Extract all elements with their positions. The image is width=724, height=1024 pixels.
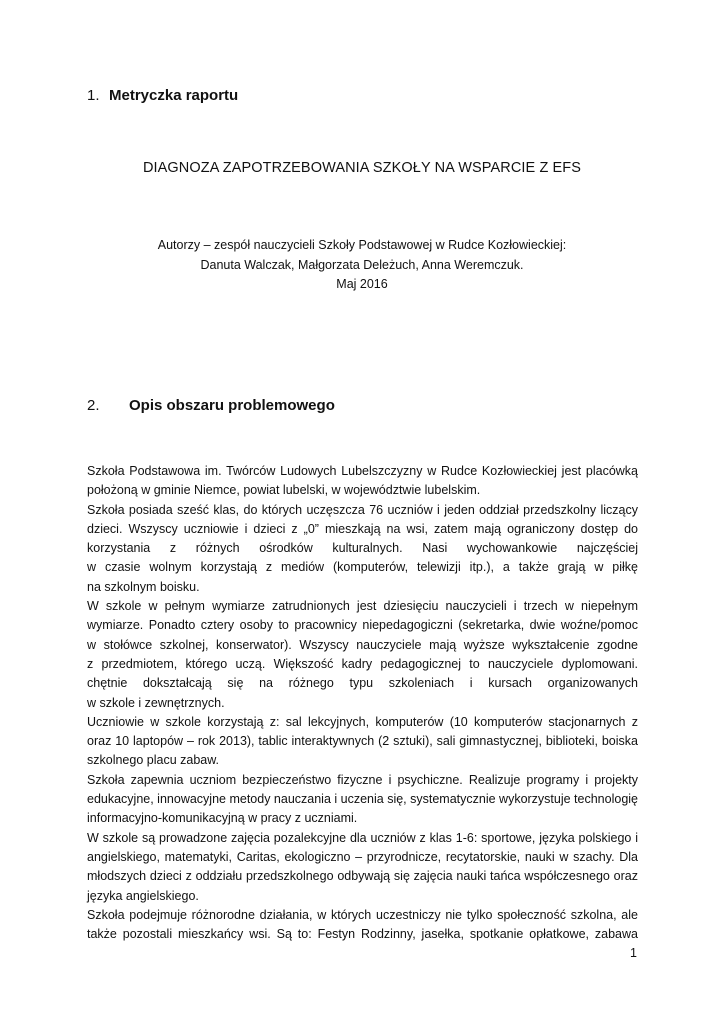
body-line: W szkole są prowadzone zajęcia pozalekcyjne dla uczniów z klas 1-6: sportowe, języka polskiego i — [87, 830, 638, 845]
body-line: języka angielskiego. — [87, 888, 199, 903]
body-line: Szkoła zapewnia uczniom bezpieczeństwo fizyczne i psychiczne. Realizuje programy i projekty — [87, 772, 638, 787]
body-line: chętnie dokształcają się na różnego typu szkoleniach i kursach organizowanych — [87, 676, 638, 691]
body-line: edukacyjne, innowacyjne metody nauczania i uczenia się, systematycznie wykorzystuje technologię — [87, 792, 638, 807]
body-line: na szkolnym boisku. — [87, 579, 200, 594]
page-number: 1 — [630, 946, 637, 960]
section-heading-1 — [87, 87, 238, 104]
body-line: Szkoła podejmuje różnorodne działania, w których uczestniczy nie tylko społeczność szkolna, ale — [87, 907, 638, 922]
body-line: angielskiego, matematyki, Caritas, ekologiczno – przyrodnicze, recytatorskie, nauki w szachy. Dla — [87, 849, 638, 864]
body-line: informacyjno-komunikacyjną w pracy z uczniami. — [87, 811, 358, 826]
body-line: położoną w gminie Niemce, powiat lubelski, w województwie lubelskim. — [87, 483, 481, 498]
section-number: 2. — [87, 397, 100, 414]
body-text — [87, 462, 638, 944]
body-line: w czasie wolnym korzystają z mediów (komputerów, telewizji itp.), a także grają w piłkę — [87, 560, 638, 575]
body-line: w stołówce szkolnej, konserwator). Wszyscy nauczyciele mają wyższe wykształcenie zgodne — [87, 637, 638, 652]
body-line: Szkoła Podstawowa im. Twórców Ludowych Lubelszczyzny w Rudce Kozłowieckiej jest placówką — [87, 464, 638, 478]
body-line: Uczniowie w szkole korzystają z: sal lekcyjnych, komputerów (10 komputerów stacjonarnych z — [87, 714, 638, 729]
report-metadata — [0, 236, 724, 295]
body-line: szkolnego placu zabaw. — [87, 753, 220, 768]
body-line: korzystania z różnych ośrodków kulturalnych. Nasi wychowankowie najczęściej — [87, 541, 638, 556]
body-line: wymiarze. Ponadto cztery osoby to pracownicy niepedagogiczni (sekretarka, dwie woźne/pomoc — [87, 618, 638, 633]
body-line: w szkole i zewnętrznych. — [87, 695, 225, 710]
section-title: Opis obszaru problemowego — [129, 397, 335, 414]
body-line: dzieci. Wszyscy uczniowie i dzieci z „0” mieszkają na wsi, zatem mają ograniczony dostęp do — [87, 521, 638, 536]
body-line: młodszych dzieci z oddziału przedszkolnego odbywają się zajęcia nauki tańca współczesnego oraz — [87, 869, 638, 884]
report-title: DIAGNOZA ZAPOTRZEBOWANIA SZKOŁY NA WSPARCIE Z EFS — [142, 160, 582, 176]
body-line: W szkole w pełnym wymiarze zatrudnionych jest dziesięciu nauczycieli i trzech w niepełnym — [87, 599, 638, 614]
authors-line: Autorzy – zespół nauczycieli Szkoły Podstawowej w Rudce Kozłowieckiej: — [157, 238, 567, 252]
report-date: Maj 2016 — [336, 277, 388, 291]
body-line: także pozostali mieszkańcy wsi. Są to: Festyn Rodzinny, jasełka, spotkanie opłatkowe, zabawa — [87, 927, 638, 942]
body-line: Szkoła posiada sześć klas, do których uczęszcza 76 uczniów i jeden oddział przedszkolny liczący — [87, 502, 638, 517]
body-line: z przedmiotem, którego uczą. Większość kadry pedagogicznej to nauczyciele dyplomowani. — [87, 656, 638, 671]
section-title: Metryczka raportu — [109, 87, 239, 104]
author-names: Danuta Walczak, Małgorzata Deleżuch, Anna Weremczuk. — [200, 257, 524, 272]
section-heading-2 — [87, 397, 335, 414]
section-number: 1. — [87, 87, 100, 104]
body-line: oraz 10 laptopów – rok 2013), tablic interaktywnych (2 sztuki), sali gimnastycznej, biblioteki, boiska — [87, 734, 638, 749]
